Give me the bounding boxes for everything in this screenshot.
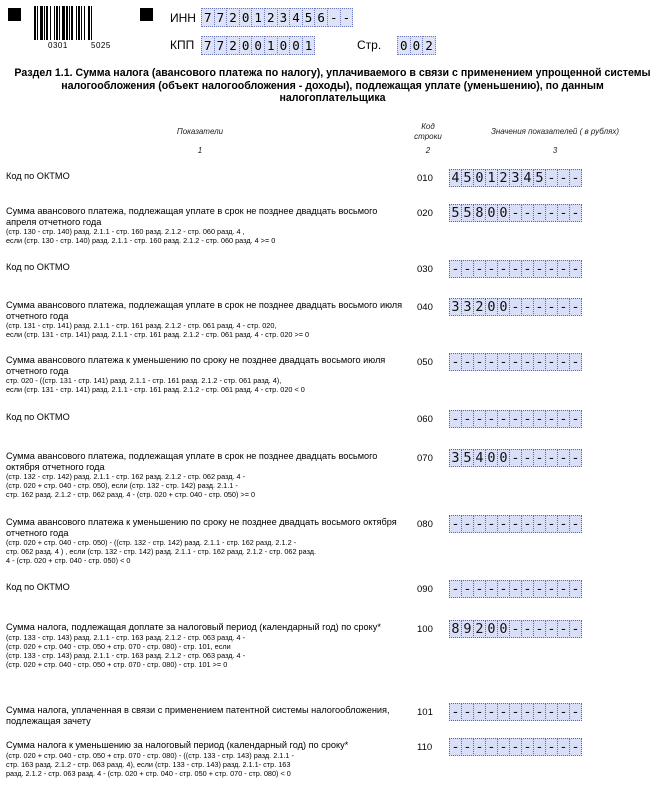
registration-mark-left	[8, 8, 21, 21]
row-title-text: Сумма авансового платежа, подлежащая уплате в срок не позднее двадцать восьмого апреля отчетного года	[6, 206, 378, 227]
value-char-cell: -	[569, 515, 582, 533]
value-char-cell: 0	[497, 298, 510, 316]
value-char-cell: -	[533, 353, 546, 371]
value-char-cell: 0	[485, 620, 498, 638]
value-char-cell: 3	[461, 298, 474, 316]
row-title-text: Сумма авансового платежа, подлежащая уплате в срок не позднее двадцать восьмого июля отчетного года	[6, 300, 403, 321]
value-char-cell: -	[485, 410, 498, 428]
value-char-cell: 0	[485, 298, 498, 316]
row-030-title	[6, 262, 406, 273]
row-formula: стр. 020 - ((стр. 131 - стр. 141) разд. 2.1.1 - стр. 161 разд. 2.1.2 - стр. 061 разд. 4), если (стр. 131 - стр. 141) разд. 2.1.1 - стр. 161 разд. 2.1.2 - стр. 061 разд. 4 - стр. 020 < 0	[6, 376, 305, 394]
row-code: 050	[417, 357, 433, 368]
row-title-text: Код по ОКТМО	[6, 171, 70, 181]
value-char-cell: -	[509, 620, 522, 638]
value-char-cell: 2	[473, 620, 486, 638]
value-char-cell: -	[461, 738, 474, 756]
value-char-cell: -	[557, 515, 570, 533]
value-char-cell: -	[521, 410, 534, 428]
value-char-cell: -	[569, 204, 582, 222]
value-char-cell: -	[473, 410, 486, 428]
row-formula: (стр. 020 + стр. 040 - стр. 050) - ((стр. 132 - стр. 142) разд. 2.1.1 - стр. 162 разд. 2.1.2 - стр. 062 разд. 4 ) , если (стр. 132 - стр. 142) разд. 2.1.1 - стр. 162 разд. 2.1.2 - стр. 062 разд. 4 - (стр. 020 + стр. 040 - стр. 050) < 0	[6, 538, 317, 565]
row-title-text: Сумма налога, уплаченная в связи с применением патентной системы налогообложения, подлежащая зачету	[6, 705, 390, 726]
value-char-cell: -	[449, 410, 462, 428]
char-cell: 0	[277, 36, 291, 55]
value-char-cell: -	[509, 298, 522, 316]
value-char-cell: -	[509, 260, 522, 278]
char-cell: 0	[239, 8, 253, 27]
char-cell: 7	[214, 36, 228, 55]
value-char-cell: -	[557, 260, 570, 278]
row-040-title	[6, 300, 406, 339]
value-char-cell: -	[461, 260, 474, 278]
value-char-cell: 3	[449, 449, 462, 467]
row-060-value-field[interactable]	[449, 410, 581, 428]
value-char-cell: -	[521, 353, 534, 371]
row-code: 100	[417, 624, 433, 635]
value-char-cell: -	[569, 449, 582, 467]
value-char-cell: -	[521, 703, 534, 721]
value-char-cell: -	[533, 703, 546, 721]
row-101-title	[6, 705, 406, 726]
row-formula: (стр. 020 + стр. 040 - стр. 050 + стр. 070 - стр. 080) - ((стр. 133 - стр. 143) разд. 2.1.1 - стр. 163 разд. 2.1.2 - стр. 063 разд. 4), если (стр. 133 - стр. 143) разд. 2.1.1- стр. 163 разд. 2.1.2 - стр. 063 разд. 4 - (стр. 020 + стр. 040 - стр. 050 + стр. 070 - стр. 080) < 0	[6, 750, 294, 778]
value-char-cell: -	[545, 298, 558, 316]
value-char-cell: 5	[461, 204, 474, 222]
char-cell: 3	[277, 8, 291, 27]
value-char-cell: -	[545, 410, 558, 428]
value-char-cell: -	[557, 703, 570, 721]
value-char-cell: 8	[473, 204, 486, 222]
row-020-value-field[interactable]	[449, 204, 581, 222]
value-char-cell: -	[509, 738, 522, 756]
value-char-cell: -	[545, 620, 558, 638]
row-010-value-field[interactable]	[449, 169, 581, 187]
value-char-cell: -	[497, 738, 510, 756]
value-char-cell: -	[545, 738, 558, 756]
value-char-cell: -	[521, 620, 534, 638]
value-char-cell: -	[557, 738, 570, 756]
char-cell: 2	[226, 36, 240, 55]
value-char-cell: 3	[509, 169, 522, 187]
row-040-value-field[interactable]	[449, 298, 581, 316]
value-char-cell: -	[461, 515, 474, 533]
char-cell: 7	[201, 8, 215, 27]
value-char-cell: -	[545, 580, 558, 598]
value-char-cell: 0	[485, 449, 498, 467]
value-char-cell: -	[545, 703, 558, 721]
row-formula: (стр. 132 - стр. 142) разд. 2.1.1 - стр. 162 разд. 2.1.2 - стр. 062 разд. 4 - (стр. 020 + стр. 040 - стр. 050), если (стр. 132 - стр. 142) разд. 2.1.1 - стр. 162 разд. 2.1.2 - стр. 062 разд. 4 - (стр. 020 + стр. 040 - стр. 050) >= 0	[6, 472, 256, 499]
row-title-text: Сумма авансового платежа к уменьшению по сроку не позднее двадцать восьмого июля отчетного года	[6, 355, 386, 376]
value-char-cell: -	[449, 738, 462, 756]
value-char-cell: -	[449, 580, 462, 598]
value-char-cell: -	[569, 298, 582, 316]
kpp-field[interactable]	[201, 36, 314, 55]
value-char-cell: -	[557, 169, 570, 187]
char-cell: 5	[302, 8, 316, 27]
value-char-cell: -	[533, 620, 546, 638]
row-090-value-field[interactable]	[449, 580, 581, 598]
row-code: 030	[417, 264, 433, 275]
value-char-cell: -	[497, 353, 510, 371]
row-020-title	[6, 206, 406, 245]
page-label: Стр.	[357, 38, 382, 52]
char-cell: 0	[289, 36, 303, 55]
value-char-cell: 5	[449, 204, 462, 222]
value-char-cell: -	[533, 410, 546, 428]
value-char-cell: -	[569, 738, 582, 756]
value-char-cell: -	[473, 738, 486, 756]
value-char-cell: -	[461, 703, 474, 721]
value-char-cell: -	[485, 353, 498, 371]
value-char-cell: 4	[473, 449, 486, 467]
value-char-cell: -	[449, 260, 462, 278]
row-070-title	[6, 451, 406, 499]
value-char-cell: -	[545, 169, 558, 187]
value-char-cell: -	[569, 703, 582, 721]
row-title-text: Код по ОКТМО	[6, 412, 70, 422]
inn-label: ИНН	[170, 11, 196, 25]
row-090-title	[6, 582, 406, 593]
value-char-cell: -	[497, 410, 510, 428]
value-char-cell: -	[485, 738, 498, 756]
value-char-cell: -	[473, 580, 486, 598]
value-char-cell: -	[533, 204, 546, 222]
char-cell: 6	[314, 8, 328, 27]
inn-field[interactable]	[201, 8, 352, 27]
value-char-cell: -	[509, 204, 522, 222]
row-code: 060	[417, 414, 433, 425]
barcode-bar	[92, 6, 94, 40]
value-char-cell: 0	[497, 620, 510, 638]
row-code: 110	[417, 742, 433, 753]
value-char-cell: 8	[449, 620, 462, 638]
char-cell: 1	[264, 36, 278, 55]
value-char-cell: -	[533, 738, 546, 756]
value-char-cell: -	[521, 298, 534, 316]
value-char-cell: -	[449, 703, 462, 721]
value-char-cell: -	[545, 204, 558, 222]
value-char-cell: -	[557, 353, 570, 371]
value-char-cell: -	[557, 449, 570, 467]
char-cell: 4	[289, 8, 303, 27]
row-title-text: Код по ОКТМО	[6, 582, 70, 592]
row-code: 020	[417, 208, 433, 219]
value-char-cell: -	[509, 515, 522, 533]
value-char-cell: -	[461, 410, 474, 428]
row-title-text: Сумма налога к уменьшению за налоговый период (календарный год) по сроку*	[6, 740, 349, 750]
row-110-title	[6, 740, 406, 778]
char-cell: 1	[251, 8, 265, 27]
row-080-value-field[interactable]	[449, 515, 581, 533]
value-char-cell: -	[557, 580, 570, 598]
char-cell: 0	[397, 36, 411, 55]
row-050-value-field[interactable]	[449, 353, 581, 371]
row-010-title	[6, 171, 406, 182]
value-char-cell: -	[509, 449, 522, 467]
value-char-cell: -	[521, 515, 534, 533]
row-110-value-field[interactable]	[449, 738, 581, 756]
value-char-cell: 5	[533, 169, 546, 187]
value-char-cell: -	[557, 204, 570, 222]
kpp-label: КПП	[170, 38, 195, 52]
col-values-header: Значения показателей ( в рублях)	[490, 127, 620, 136]
value-char-cell: -	[509, 703, 522, 721]
char-cell: -	[327, 8, 341, 27]
value-char-cell: -	[545, 515, 558, 533]
value-char-cell: -	[521, 204, 534, 222]
row-code: 080	[417, 519, 433, 530]
value-char-cell: -	[449, 353, 462, 371]
value-char-cell: -	[461, 353, 474, 371]
row-code: 040	[417, 302, 433, 313]
char-cell: 0	[239, 36, 253, 55]
value-char-cell: -	[509, 410, 522, 428]
value-char-cell: 5	[461, 169, 474, 187]
row-code: 070	[417, 453, 433, 464]
value-char-cell: 0	[485, 204, 498, 222]
value-char-cell: -	[533, 580, 546, 598]
value-char-cell: -	[521, 580, 534, 598]
char-cell: 2	[264, 8, 278, 27]
registration-mark-right	[140, 8, 153, 21]
value-char-cell: -	[569, 353, 582, 371]
col-code-header-2: строки	[414, 132, 442, 141]
row-formula: (стр. 133 - стр. 143) разд. 2.1.1 - стр. 163 разд. 2.1.2 - стр. 063 разд. 4 - (стр. 020 + стр. 040 - стр. 050 + стр. 070 - стр. 080) - стр. 101, если (стр. 133 - стр. 143) разд. 2.1.1 - стр. 163 разд. 2.1.2 - стр. 063 разд. 4 - (стр. 020 + стр. 040 - стр. 050 + стр. 070 - стр. 080) - стр. 101 >= 0	[6, 632, 246, 669]
value-char-cell: 1	[485, 169, 498, 187]
row-100-title	[6, 622, 406, 669]
row-030-value-field[interactable]	[449, 260, 581, 278]
value-char-cell: -	[509, 580, 522, 598]
value-char-cell: -	[569, 580, 582, 598]
char-cell: 0	[251, 36, 265, 55]
row-070-value-field[interactable]	[449, 449, 581, 467]
char-cell: 2	[226, 8, 240, 27]
value-char-cell: -	[533, 449, 546, 467]
value-char-cell: -	[545, 260, 558, 278]
col-code-number: 2	[425, 146, 431, 155]
value-char-cell: 3	[449, 298, 462, 316]
section-title: Раздел 1.1. Сумма налога (авансового платежа по налогу), уплачиваемого в связи с применением упрощенной системы налогообложения (объект налогообложения - доходы), подлежащая уплате (уменьшению), по данным налогоплательщика	[14, 67, 651, 104]
value-char-cell: -	[569, 260, 582, 278]
char-cell: 7	[201, 36, 215, 55]
value-char-cell: -	[545, 449, 558, 467]
char-cell: 0	[410, 36, 424, 55]
value-char-cell: -	[557, 410, 570, 428]
value-char-cell: -	[521, 260, 534, 278]
value-char-cell: 0	[497, 204, 510, 222]
value-char-cell: -	[473, 703, 486, 721]
value-char-cell: -	[521, 738, 534, 756]
value-char-cell: -	[473, 515, 486, 533]
row-formula: (стр. 130 - стр. 140) разд. 2.1.1 - стр. 160 разд. 2.1.2 - стр. 060 разд. 4 , если (стр. 130 - стр. 140) разд. 2.1.1 - стр. 160 разд. 2.1.2 - стр. 060 разд. 4 >= 0	[6, 227, 276, 245]
value-char-cell: -	[473, 260, 486, 278]
value-char-cell: -	[497, 580, 510, 598]
row-title-text: Сумма авансового платежа, подлежащая уплате в срок не позднее двадцать восьмого октября отчетного года	[6, 451, 378, 472]
char-cell: 1	[302, 36, 316, 55]
row-formula: (стр. 131 - стр. 141) разд. 2.1.1 - стр. 161 разд. 2.1.2 - стр. 061 разд. 4 - стр. 020, если (стр. 131 - стр. 141) разд. 2.1.1 - стр. 161 разд. 2.1.2 - стр. 061 разд. 4 - стр. 020 >= 0	[6, 321, 310, 339]
row-050-title	[6, 355, 406, 394]
value-char-cell: 2	[473, 298, 486, 316]
value-char-cell: -	[485, 260, 498, 278]
value-char-cell: -	[449, 515, 462, 533]
row-101-value-field[interactable]	[449, 703, 581, 721]
char-cell: -	[340, 8, 354, 27]
value-char-cell: 5	[461, 449, 474, 467]
char-cell: 2	[422, 36, 436, 55]
row-code: 010	[417, 173, 433, 184]
value-char-cell: -	[497, 703, 510, 721]
value-char-cell: 0	[497, 449, 510, 467]
value-char-cell: -	[497, 515, 510, 533]
row-code: 101	[417, 707, 433, 718]
value-char-cell: -	[533, 515, 546, 533]
value-char-cell: -	[569, 410, 582, 428]
value-char-cell: -	[521, 449, 534, 467]
value-char-cell: -	[485, 580, 498, 598]
value-char-cell: -	[557, 620, 570, 638]
row-code: 090	[417, 584, 433, 595]
value-char-cell: -	[485, 703, 498, 721]
value-char-cell: -	[497, 260, 510, 278]
value-char-cell: -	[509, 353, 522, 371]
col-code-header-1: Код	[421, 122, 435, 131]
barcode	[34, 6, 120, 40]
row-title-text: Код по ОКТМО	[6, 262, 70, 272]
row-title-text: Сумма налога, подлежащая доплате за налоговый период (календарный год) по сроку*	[6, 622, 381, 632]
barcode-number-right: 5025	[91, 41, 111, 50]
row-080-title	[6, 517, 406, 565]
value-char-cell: 0	[473, 169, 486, 187]
value-char-cell: -	[533, 298, 546, 316]
col-indicators-header: Показатели	[176, 127, 224, 136]
row-060-title	[6, 412, 406, 423]
char-cell: 7	[214, 8, 228, 27]
value-char-cell: -	[545, 353, 558, 371]
value-char-cell: 4	[521, 169, 534, 187]
value-char-cell: -	[461, 580, 474, 598]
page-number-field[interactable]	[397, 36, 435, 55]
value-char-cell: -	[533, 260, 546, 278]
value-char-cell: -	[569, 169, 582, 187]
row-100-value-field[interactable]	[449, 620, 581, 638]
value-char-cell: 9	[461, 620, 474, 638]
value-char-cell: 2	[497, 169, 510, 187]
barcode-number-left: 0301	[48, 41, 68, 50]
col-indicators-number: 1	[197, 146, 203, 155]
value-char-cell: -	[485, 515, 498, 533]
value-char-cell: -	[473, 353, 486, 371]
value-char-cell: -	[569, 620, 582, 638]
row-title-text: Сумма авансового платежа к уменьшению по сроку не позднее двадцать восьмого октября отчетного года	[6, 517, 397, 538]
value-char-cell: 4	[449, 169, 462, 187]
col-values-number: 3	[552, 146, 558, 155]
value-char-cell: -	[557, 298, 570, 316]
